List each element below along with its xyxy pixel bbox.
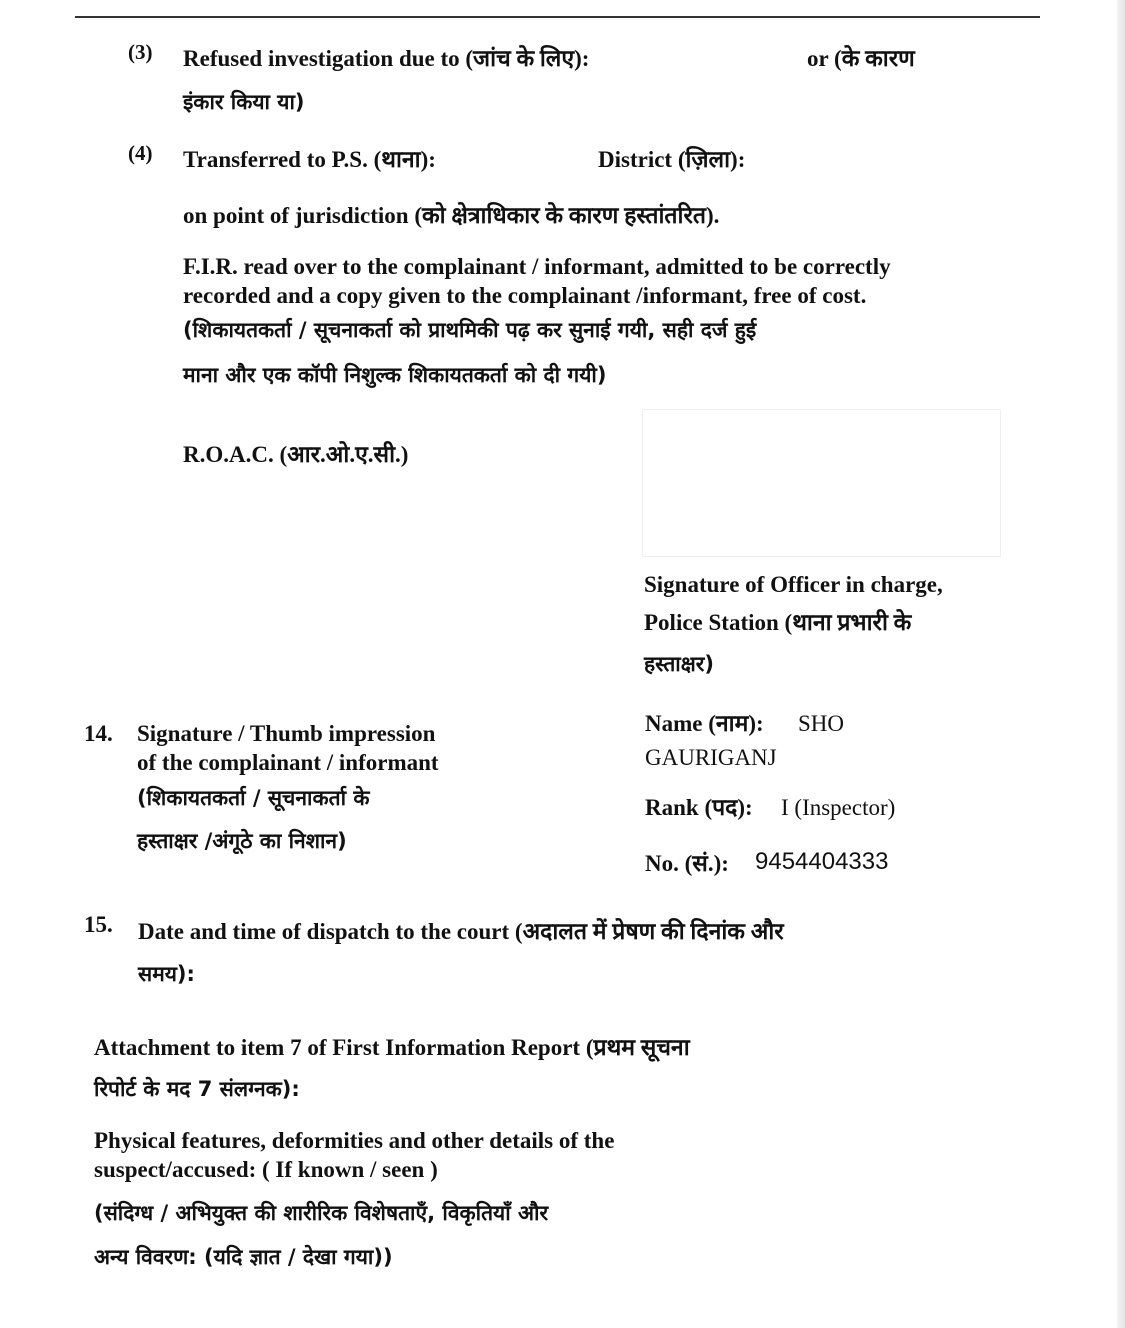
fir-read-en-line2: recorded and a copy given to the complainant /informant, free of cost. — [183, 283, 867, 308]
item3-number: (3) — [128, 40, 153, 64]
item4-number: (4) — [128, 141, 153, 165]
fir-read-hi-line1: (शिकायतकर्ता / सूचनाकर्ता को प्राथमिकी पढ़ कर सुनाई गयी, सही दर्ज हुई — [183, 318, 757, 342]
physical-en-line2: suspect/accused: ( If known / seen ) — [94, 1157, 438, 1182]
officer-number-value: 9454404333 — [755, 848, 889, 875]
item15-line2: समय): — [138, 962, 195, 986]
item4-ps-label: Transferred to P.S. (थाना): — [183, 147, 436, 172]
physical-en-line1: Physical features, deformities and other details of the — [94, 1128, 615, 1153]
item14-line4: हस्ताक्षर /अंगूठे का निशान) — [137, 829, 347, 853]
fir-read-hi-line2: माना और एक कॉपी निशुल्क शिकायतकर्ता को दी गयी) — [183, 363, 607, 387]
item14-line2: of the complainant / informant — [137, 750, 439, 775]
officer-signature-line1: Signature of Officer in charge, — [644, 572, 943, 597]
physical-hi-line1: (संदिग्ध / अभियुक्त की शारीरिक विशेषताएँ, विकृतियाँ और — [94, 1201, 549, 1225]
officer-name-value-line1: SHO — [798, 711, 845, 736]
officer-rank-label: Rank (पद): — [645, 795, 753, 820]
item4-jurisdiction: on point of jurisdiction (को क्षेत्राधिकार के कारण हस्तांतरित). — [183, 203, 720, 228]
item3-or-label: or (के कारण — [807, 46, 915, 71]
officer-signature-line2: Police Station (थाना प्रभारी के — [644, 610, 912, 635]
attachment-line2: रिपोर्ट के मद 7 संलग्नक): — [94, 1077, 300, 1101]
item14-line1: Signature / Thumb impression — [137, 721, 436, 746]
attachment-line1: Attachment to item 7 of First Information Report (प्रथम सूचना — [94, 1035, 690, 1060]
fir-read-en-line1: F.I.R. read over to the complainant / informant, admitted to be correctly — [183, 254, 891, 279]
officer-signature-box — [642, 409, 1001, 557]
item4-district-label: District (ज़िला): — [598, 147, 746, 172]
officer-name-label: Name (नाम): — [645, 711, 764, 736]
officer-number-label: No. (सं.): — [645, 851, 729, 876]
item15-line1: Date and time of dispatch to the court (अदालत में प्रेषण की दिनांक और — [138, 919, 784, 944]
page-edge — [1117, 0, 1125, 1328]
top-divider — [75, 16, 1040, 18]
item14-line3: (शिकायतकर्ता / सूचनाकर्ता के — [137, 786, 370, 810]
officer-name-value-line2: GAURIGANJ — [645, 745, 777, 770]
item3-continuation: इंकार किया या) — [183, 90, 305, 114]
item3-label: Refused investigation due to (जांच के लिए): — [183, 46, 590, 71]
item14-number: 14. — [84, 721, 113, 746]
officer-rank-value: I (Inspector) — [781, 795, 896, 820]
roac-label: R.O.A.C. (आर.ओ.ए.सी.) — [183, 442, 409, 467]
item15-number: 15. — [84, 912, 113, 937]
physical-hi-line2: अन्य विवरण: (यदि ज्ञात / देखा गया)) — [94, 1245, 393, 1269]
officer-signature-line3: हस्ताक्षर) — [644, 652, 714, 676]
